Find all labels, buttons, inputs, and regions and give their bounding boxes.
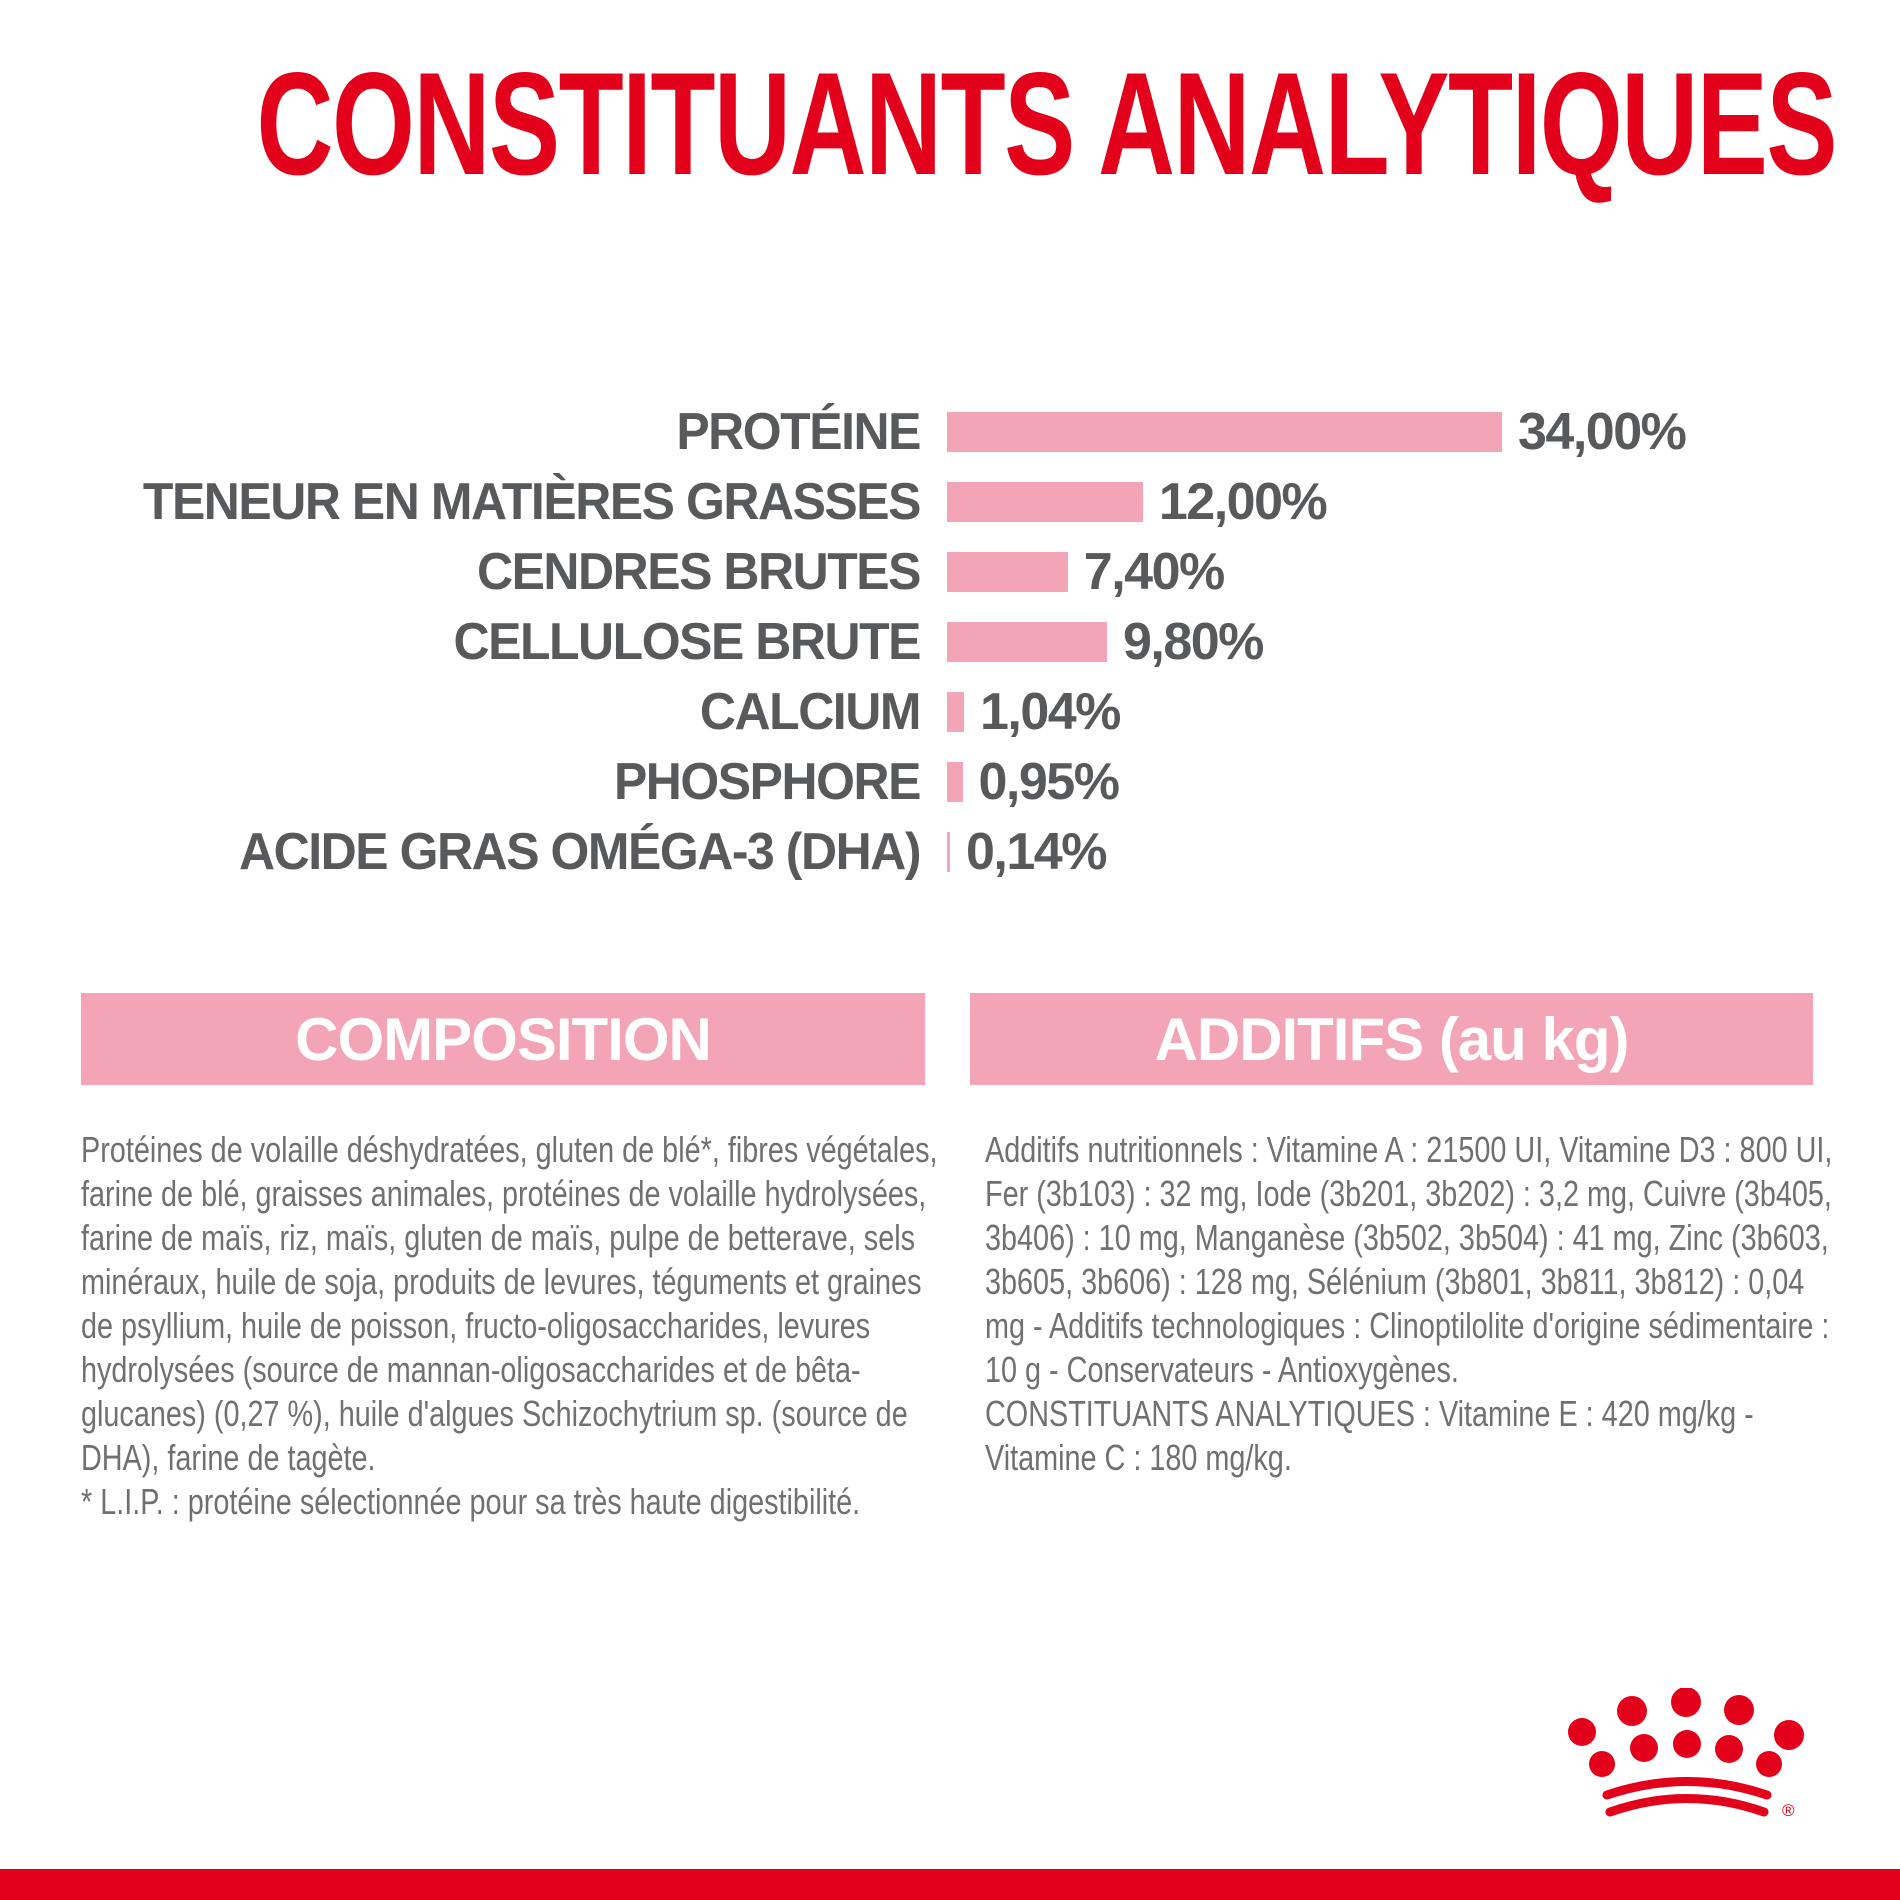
chart-bar xyxy=(947,622,1107,662)
chart-value-label: 0,95% xyxy=(978,753,1119,811)
additives-analytical-text: CONSTITUANTS ANALYTIQUES : Vitamine E : 420 mg/kg - Vitamine C : 180 mg/kg. xyxy=(985,1393,1754,1478)
royal-canin-crown-logo-icon xyxy=(1558,1688,1818,1838)
registered-trademark-symbol: ® xyxy=(1782,1801,1795,1820)
chart-category-label: CENDRES BRUTES xyxy=(476,543,920,601)
composition-section-header xyxy=(81,993,925,1085)
chart-row xyxy=(0,817,1900,887)
chart-value-label: 34,00% xyxy=(1518,403,1686,461)
chart-row xyxy=(0,537,1900,607)
chart-row xyxy=(0,677,1900,747)
bottom-red-band xyxy=(0,1869,1900,1900)
analytical-constituents-bar-chart xyxy=(0,397,1900,887)
chart-bar xyxy=(947,412,1502,452)
additives-section-header xyxy=(970,993,1813,1085)
additives-header-label: ADDITIFS (au kg) xyxy=(1154,1005,1629,1073)
composition-footnote-text: * L.I.P. : protéine sélectionnée pour sa très haute digestibilité. xyxy=(81,1481,861,1522)
composition-header-label: COMPOSITION xyxy=(295,1005,711,1073)
composition-text-column xyxy=(81,1128,943,1524)
chart-row xyxy=(0,747,1900,817)
chart-bar xyxy=(947,482,1143,522)
chart-category-label: CELLULOSE BRUTE xyxy=(453,613,920,671)
chart-bar xyxy=(947,762,963,802)
chart-category-label: TENEUR EN MATIÈRES GRASSES xyxy=(142,473,921,531)
chart-bar xyxy=(947,832,950,872)
chart-value-label: 9,80% xyxy=(1122,613,1263,671)
chart-row xyxy=(0,397,1900,467)
page-title: CONSTITUANTS ANALYTIQUES xyxy=(256,42,1837,205)
additives-body-text: Additifs nutritionnels : Vitamine A : 21500 UI, Vitamine D3 : 800 UI, Fer (3b103) : 32 mg, Iode (3b201, 3b202) : 3,2 mg, Cuivre (3b405, 3b406) : 10 mg, Manganèse (3b502, 3b504) : 41 mg, Zinc (3b603, 3b605, 3b606) : 128 mg, Sélénium (3b801, 3b811, 3b812) : 0,04 mg - Additifs technologiques : Clinoptilolite d'origine sédimentaire : 10 g - Conservateurs - Antioxygènes. xyxy=(985,1129,1833,1390)
chart-category-label: ACIDE GRAS OMÉGA-3 (DHA) xyxy=(239,823,921,881)
chart-bar xyxy=(947,552,1068,592)
chart-value-label: 7,40% xyxy=(1083,543,1224,601)
chart-category-label: PROTÉINE xyxy=(676,403,920,461)
chart-category-label: CALCIUM xyxy=(699,683,920,741)
chart-row xyxy=(0,467,1900,537)
chart-value-label: 12,00% xyxy=(1158,473,1327,531)
chart-bar xyxy=(947,692,964,732)
chart-category-label: PHOSPHORE xyxy=(613,753,920,811)
chart-row xyxy=(0,607,1900,677)
chart-value-label: 0,14% xyxy=(966,823,1106,881)
chart-value-label: 1,04% xyxy=(979,683,1120,741)
additives-text-column xyxy=(985,1128,1847,1480)
composition-body-text: Protéines de volaille déshydratées, gluten de blé*, fibres végétales, farine de blé, graisses animales, protéines de volaille hydrolysées, farine de maïs, riz, maïs, gluten de maïs, pulpe de betterave, sels minéraux, huile de soja, produits de levures, téguments et graines de psyllium, huile de poisson, fructo-oligosaccharides, levures hydrolysées (source de mannan-oligosaccharides et de bêta-glucanes) (0,27 %), huile d'algues Schizochytrium sp. (source de DHA), farine de tagète. xyxy=(81,1129,938,1478)
